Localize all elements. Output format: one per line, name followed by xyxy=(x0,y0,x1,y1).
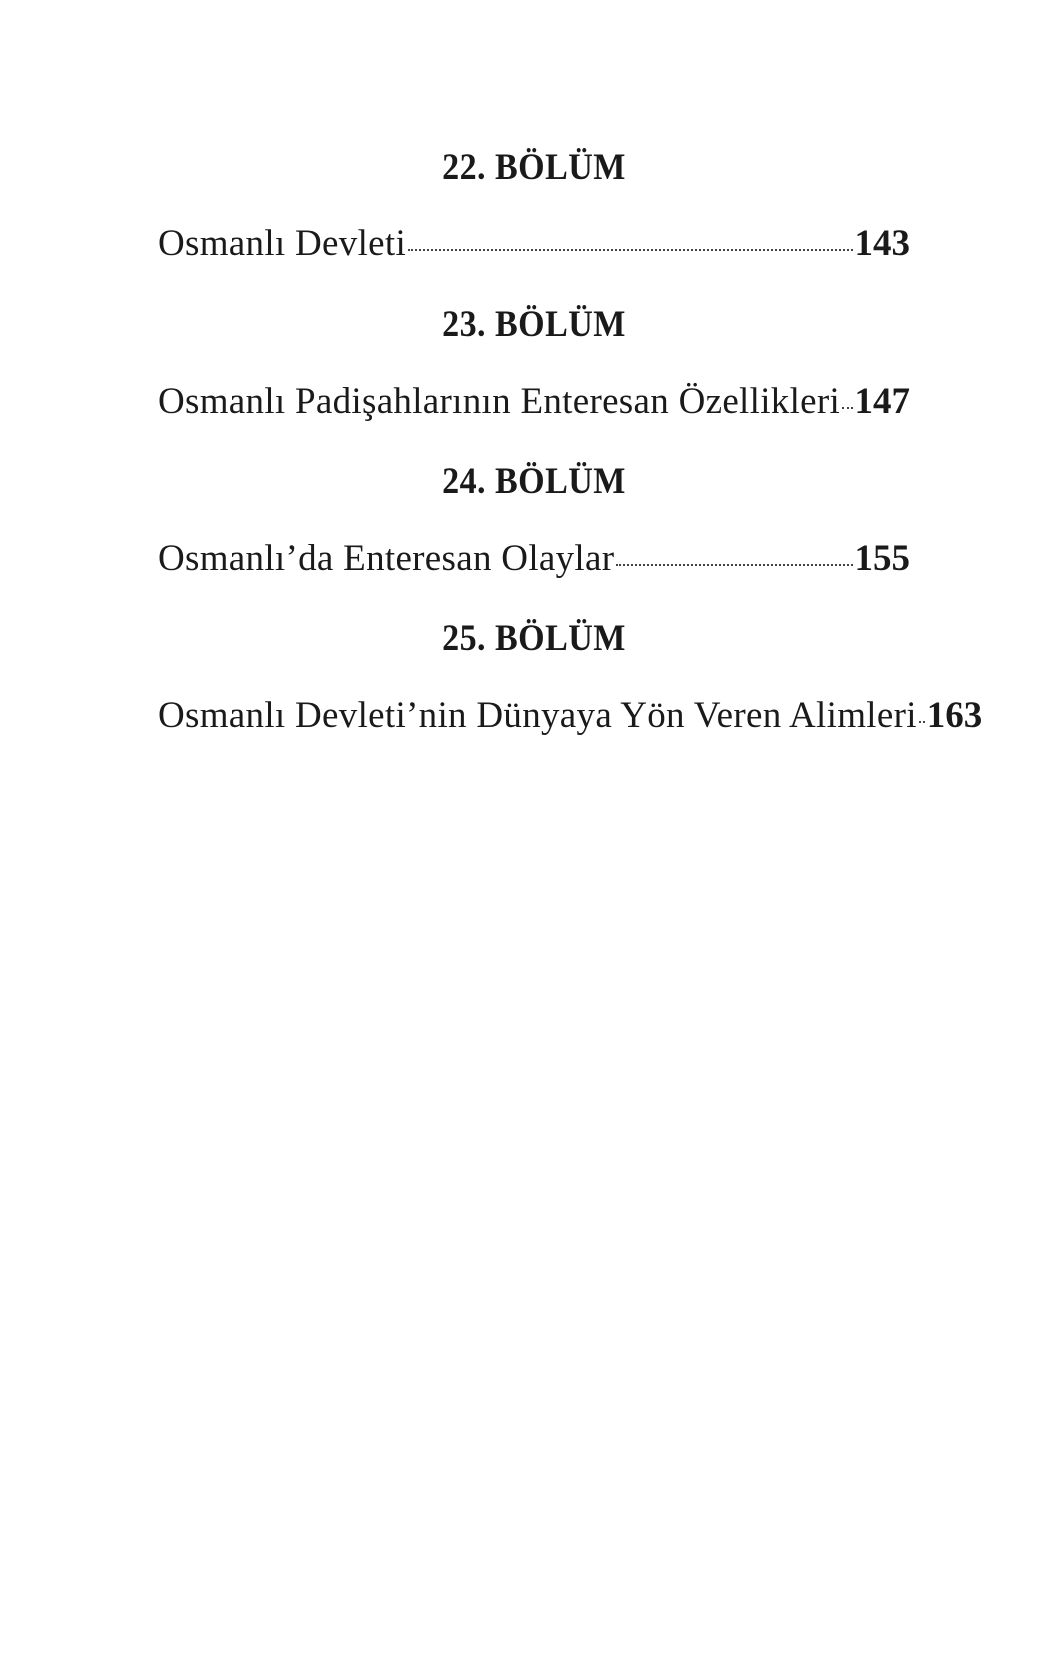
chapter-heading: 24. BÖLÜM xyxy=(442,461,626,502)
chapter-heading: 22. BÖLÜM xyxy=(442,147,626,188)
toc-entry xyxy=(158,537,910,581)
toc-entry xyxy=(158,222,910,266)
toc-entry-title: Osmanlı Devleti’nin Dünyaya Yön Veren Alimleri xyxy=(158,695,917,736)
dot-leader xyxy=(616,564,852,566)
dot-leader xyxy=(408,249,852,251)
toc-entry-page: 143 xyxy=(854,223,910,264)
toc-entry-page: 147 xyxy=(854,381,910,422)
chapter-heading: 23. BÖLÜM xyxy=(442,304,626,345)
dot-leader xyxy=(842,407,852,409)
toc-entry-page: 155 xyxy=(854,538,910,579)
toc-entry xyxy=(158,380,910,424)
toc-entry-title: Osmanlı Padişahlarının Enteresan Özellikleri xyxy=(158,381,841,422)
toc-entry-title: Osmanlı Devleti xyxy=(158,223,407,264)
chapter-heading: 25. BÖLÜM xyxy=(442,618,626,659)
toc-entry-title: Osmanlı’da Enteresan Olaylar xyxy=(158,538,615,579)
dot-leader xyxy=(919,721,925,723)
toc-entry-page: 163 xyxy=(926,695,983,736)
toc-entry xyxy=(158,694,983,738)
